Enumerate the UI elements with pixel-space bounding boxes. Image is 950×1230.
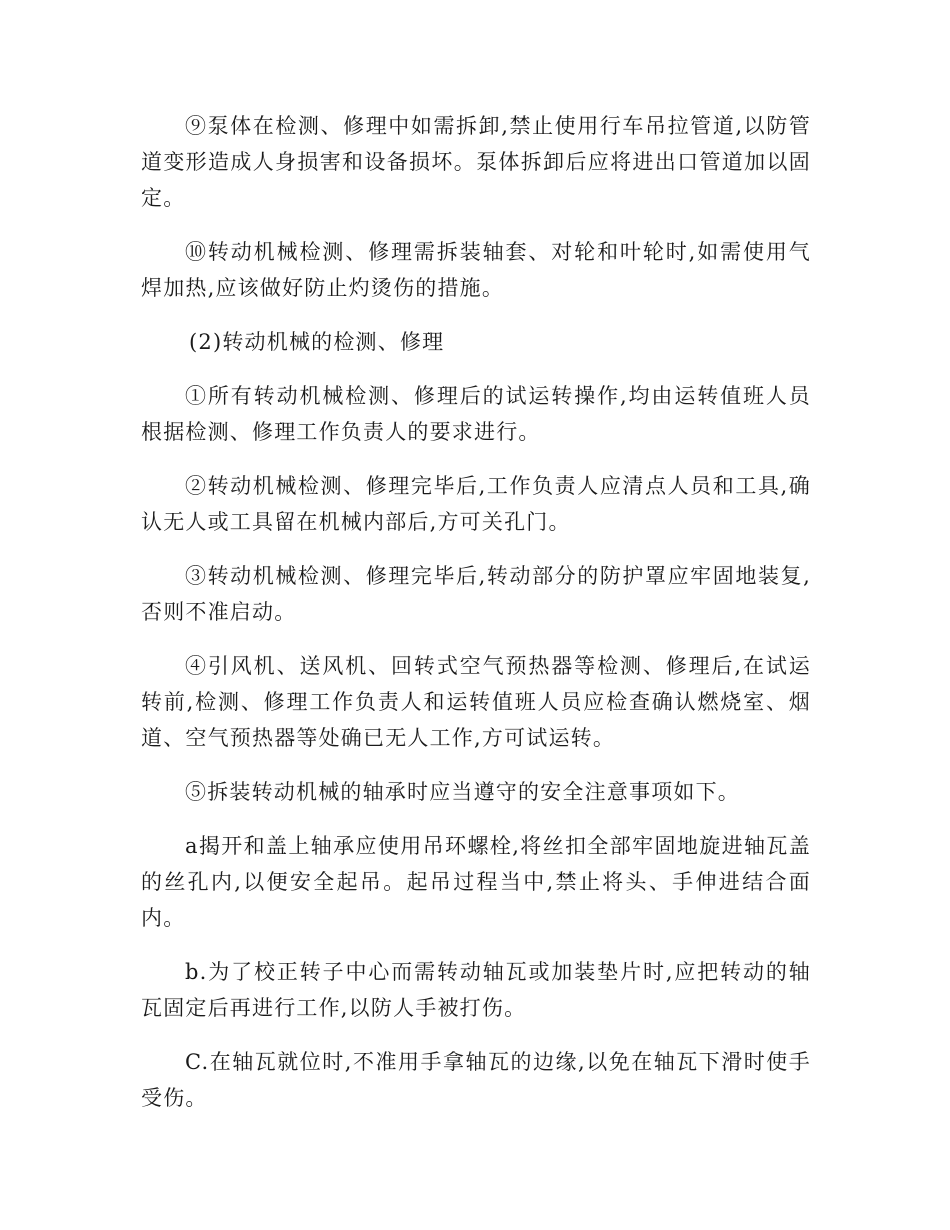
paragraph-2: ②转动机械检测、修理完毕后,工作负责人应清点人员和工具,确认无人或工具留在机械内部后,方可关孔门。 <box>141 474 811 534</box>
paragraph-c: C.在轴瓦就位时,不准用手拿轴瓦的边缘,以免在轴瓦下滑时使手受伤。 <box>141 1050 811 1110</box>
section-heading: (2)转动机械的检测、修理 <box>189 330 445 354</box>
paragraph-3: ③转动机械检测、修理完毕后,转动部分的防护罩应牢固地装复,否则不准启动。 <box>141 564 811 624</box>
paragraph-a: a揭开和盖上轴承应使用吊环螺栓,将丝扣全部牢固地旋进轴瓦盖的丝孔内,以便安全起吊。起吊过程当中,禁止将头、手伸进结合面内。 <box>141 834 811 930</box>
paragraph-5: ⑤拆装转动机械的轴承时应当遵守的安全注意事项如下。 <box>185 780 740 804</box>
paragraph-1: ①所有转动机械检测、修理后的试运转操作,均由运转值班人员根据检测、修理工作负责人的要求进行。 <box>141 384 811 444</box>
document-body <box>141 108 811 1134</box>
paragraph-10: ⑩转动机械检测、修理需拆装轴套、对轮和叶轮时,如需使用气焊加热,应该做好防止灼烫伤的措施。 <box>141 240 811 300</box>
paragraph-b: b.为了校正转子中心而需转动轴瓦或加装垫片时,应把转动的轴瓦固定后再进行工作,以防人手被打伤。 <box>141 960 811 1020</box>
paragraph-9: ⑨泵体在检测、修理中如需拆卸,禁止使用行车吊拉管道,以防管道变形造成人身损害和设备损坏。泵体拆卸后应将进出口管道加以固定。 <box>141 114 811 210</box>
paragraph-4: ④引风机、送风机、回转式空气预热器等检测、修理后,在试运转前,检测、修理工作负责人和运转值班人员应检查确认燃烧室、烟道、空气预热器等处确已无人工作,方可试运转。 <box>141 654 811 750</box>
